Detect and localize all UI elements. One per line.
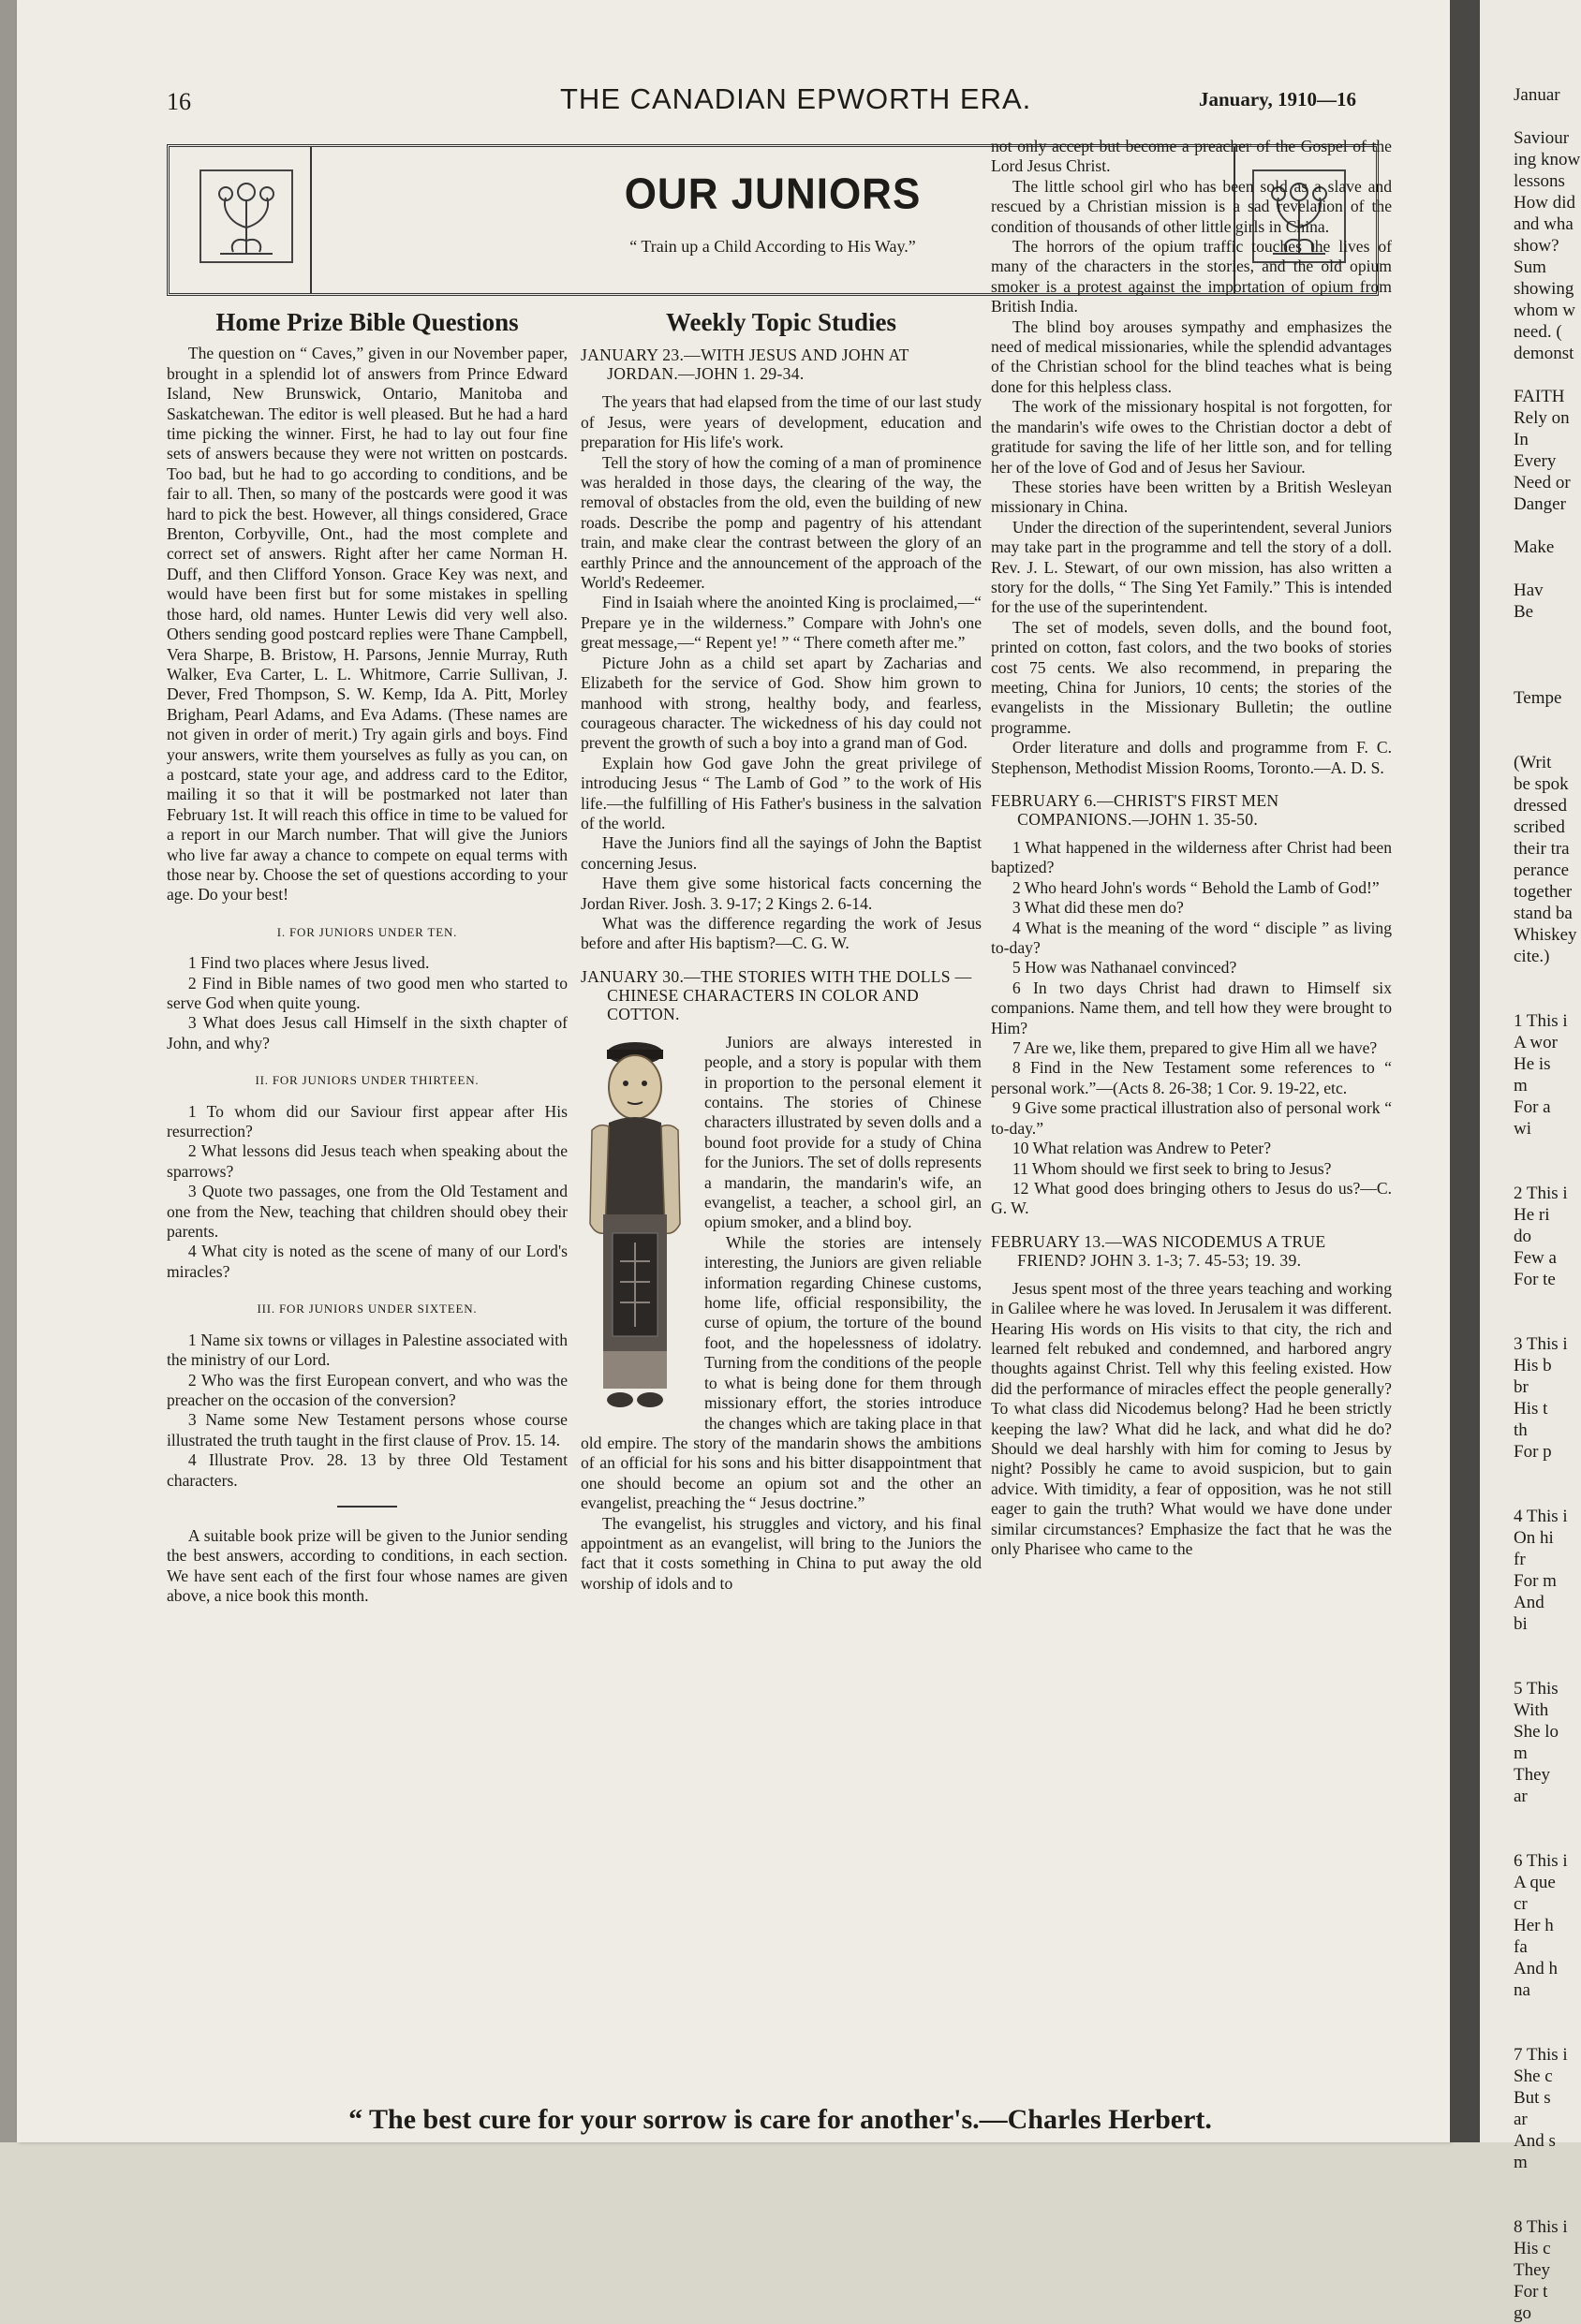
- adjacent-page-line: [1480, 106, 1581, 127]
- adjacent-page-line: She c: [1514, 2067, 1553, 2086]
- adjacent-page-fragment: [1480, 0, 1581, 2323]
- adjacent-page-line: th: [1514, 1420, 1528, 1440]
- article-paragraph: Have them give some historical facts concerning the Jordan River. Josh. 3. 9-17; 2 Kings 2. 6-14.: [581, 874, 982, 913]
- adjacent-page-line: [1480, 2001, 1581, 2022]
- question-item: 12 What good does bringing others to Jesus do us?—C. G. W.: [991, 1178, 1392, 1218]
- question-item: 2 Who was the first European convert, and who was the preacher on the occasion of the conversion?: [167, 1370, 568, 1409]
- question-item: 1 To whom did our Saviour first appear after His resurrection?: [167, 1101, 568, 1141]
- adjacent-page-line: A que: [1514, 1873, 1556, 1892]
- question-item: 1 What happened in the wilderness after Christ had been baptized?: [991, 838, 1392, 877]
- article-paragraph: The evangelist, his struggles and victory, and his final appointment as an evangelist, will bring to the Juniors the fact that it costs something in China to put away the old worship of idols and to: [581, 1513, 982, 1593]
- adjacent-page-line: Her h: [1514, 1916, 1554, 1935]
- article-paragraph: The years that had elapsed from the time of our last study of Jesus, were years of development, education and preparation for His life's work.: [581, 392, 982, 452]
- adjacent-page-line: m: [1514, 1743, 1528, 1763]
- article-heading: Home Prize Bible Questions: [215, 308, 519, 336]
- article-paragraph: The horrors of the opium traffic touches the lives of many of the characters in the stories, and the old opium smoker is a protest against the importation of opium from British India.: [991, 237, 1392, 316]
- question-item: 2 Who heard John's words “ Behold the Lamb of God!”: [1012, 877, 1380, 897]
- adjacent-page-line: 8 This i: [1514, 2217, 1568, 2237]
- article-paragraph: Have the Juniors find all the sayings of John the Baptist concerning Jesus.: [581, 833, 982, 873]
- adjacent-page-line: For te: [1514, 1270, 1556, 1289]
- question-item: 8 Find in the New Testament some references to “ personal work.”—(Acts 8. 26-38; 1 Cor. 9. 19-22, etc.: [991, 1058, 1392, 1097]
- adjacent-page-line: perance: [1514, 860, 1570, 880]
- topic-title: FEBRUARY 6.—CHRIST'S FIRST MEN COMPANIONS.—JOHN 1. 35-50.: [991, 791, 1279, 829]
- topic-title: JANUARY 23.—WITH JESUS AND JOHN AT JORDAN.—JOHN 1. 29-34.: [581, 346, 909, 384]
- adjacent-page-line: m: [1514, 2153, 1528, 2172]
- adjacent-page-line: In: [1514, 430, 1529, 449]
- question-item: 5 How was Nathanael convinced?: [1012, 958, 1237, 978]
- question-section-title: I. FOR JUNIORS UNDER TEN.: [276, 924, 458, 939]
- question-item: 4 Illustrate Prov. 28. 13 by three Old Testament characters.: [167, 1450, 568, 1490]
- adjacent-page-line: He is: [1514, 1054, 1551, 1074]
- adjacent-page-line: [1480, 1463, 1581, 1484]
- chinese-doll-illustration: [581, 1037, 691, 1415]
- adjacent-page-line: [1480, 515, 1581, 537]
- adjacent-page-line: For t: [1514, 2282, 1548, 2302]
- adjacent-page-line: On hi: [1514, 1528, 1554, 1548]
- banner-divider: [310, 147, 312, 293]
- adjacent-page-line: go: [1514, 2303, 1531, 2323]
- question-item: 6 In two days Christ had drawn to Himself six companions. Name them, and tell how they were brought to Him?: [991, 978, 1392, 1037]
- article-paragraph: What was the difference regarding the work of Jesus before and after His baptism?—C. G. W.: [581, 913, 982, 953]
- adjacent-page-line: need. (: [1514, 322, 1562, 342]
- adjacent-page-line: (Writ: [1514, 753, 1552, 772]
- journal-title: THE CANADIAN EPWORTH ERA.: [560, 82, 1032, 115]
- adjacent-page-line: [1480, 709, 1581, 730]
- adjacent-page-line: He ri: [1514, 1205, 1550, 1225]
- question-item: 1 Name six towns or villages in Palestine associated with the ministry of our Lord.: [167, 1330, 568, 1370]
- article-paragraph: While the stories are intensely interesting, the Juniors are given reliable information regarding Chinese customs, home life, official responsibility, the curse of opium, the torture of the bound foot, and the hopelessness of idolatry. Turning from the conditions of the people to what is being done for them through missionary effort, the stories introduce the changes which are taking place in that old empire. The story of the mandarin shows the ambitions of an official for his sons and his bitter disappointment that one should become an opium sot and the other an evangelist, preaching the “ Jesus doctrine.”: [581, 1232, 982, 1513]
- adjacent-page-line: ing know: [1514, 150, 1581, 169]
- article-paragraph: Find in Isaiah where the anointed King is proclaimed,—“ Prepare ye in the wilderness.” Compare with John's one great message,—“ Repent ye! ” “ There cometh after me.”: [581, 593, 982, 653]
- adjacent-page-line: She lo: [1514, 1722, 1559, 1742]
- adjacent-page-line: A wor: [1514, 1033, 1558, 1052]
- adjacent-page-line: [1480, 623, 1581, 644]
- adjacent-page-line: [1480, 1807, 1581, 1829]
- adjacent-page-line: lessons: [1514, 171, 1565, 191]
- page-edge-shadow: [0, 0, 17, 2142]
- question-item: 2 What lessons did Jesus teach when speaking about the sparrows?: [167, 1141, 568, 1181]
- article-paragraph: not only accept but become a preacher of the Gospel of the Lord Jesus Christ.: [991, 137, 1392, 176]
- adjacent-page-line: cr: [1514, 1894, 1528, 1914]
- adjacent-page-line: [1480, 2022, 1581, 2044]
- article-heading: Weekly Topic Studies: [665, 308, 897, 336]
- question-item: 3 Quote two passages, one from the Old Testament and one from the New, teaching that children should obey their parents.: [167, 1182, 568, 1242]
- adjacent-page-line: Whiskey: [1514, 925, 1577, 945]
- adjacent-page-line: [1480, 558, 1581, 580]
- adjacent-page-line: [1480, 1635, 1581, 1656]
- adjacent-page-line: His t: [1514, 1399, 1548, 1419]
- article-paragraph: Under the direction of the superintendent, several Juniors may take part in the programme and tell the story of a doll. Rev. J. L. Stewart, of our own mission, has also written a story for the dolls, “ The Sing Yet Family.” This is intended for the use of the superintendent.: [991, 517, 1392, 617]
- adjacent-page-line: show?: [1514, 236, 1559, 256]
- topic-title: FEBRUARY 13.—WAS NICODEMUS A TRUE FRIEND? JOHN 3. 1-3; 7. 45-53; 19. 39.: [991, 1231, 1326, 1270]
- adjacent-page-line: 4 This i: [1514, 1507, 1568, 1526]
- adjacent-page-line: their tra: [1514, 839, 1570, 859]
- article-paragraph: The set of models, seven dolls, and the bound foot, printed on cotton, fast colors, and the two books of stories cost 75 cents. We also recommend, in preparing the meeting, China for Juniors, 10 cents; the stories of the evangelists in the Missionary Bulletin; the outline programme.: [991, 617, 1392, 737]
- adjacent-page-line: 5 This: [1514, 1679, 1559, 1699]
- adjacent-page-line: scribed: [1514, 817, 1565, 837]
- adjacent-page-line: do: [1514, 1227, 1531, 1246]
- adjacent-page-line: His b: [1514, 1356, 1552, 1375]
- book-gutter: [1450, 0, 1480, 2142]
- adjacent-page-line: [1480, 989, 1581, 1010]
- topic-title: JANUARY 30.—THE STORIES WITH THE DOLLS — CHINESE CHARACTERS IN COLOR AND COTTON.: [581, 966, 972, 1023]
- adjacent-page-line: together: [1514, 882, 1573, 902]
- article-paragraph: The little school girl who has been sold as a slave and rescued by a Christian mission is a sad revelation of the condition of thousands of other little girls in China.: [991, 176, 1392, 236]
- adjacent-page-line: [1480, 1484, 1581, 1506]
- adjacent-page-line: And s: [1514, 2131, 1556, 2151]
- issue-date: January, 1910—16: [1199, 88, 1357, 110]
- adjacent-page-line: Be: [1514, 602, 1534, 622]
- divider-rule: [337, 1506, 397, 1508]
- adjacent-page-line: [1480, 730, 1581, 752]
- adjacent-page-line: bi: [1514, 1614, 1528, 1634]
- question-item: 1 Find two places where Jesus lived.: [187, 953, 430, 973]
- adjacent-page-line: Few a: [1514, 1248, 1557, 1268]
- adjacent-page-line: ar: [1514, 2110, 1528, 2129]
- question-item: 9 Give some practical illustration also of personal work “ to-day.”: [991, 1098, 1392, 1138]
- question-item: 11 Whom should we first seek to bring to Jesus?: [1012, 1158, 1332, 1178]
- article-paragraph: A suitable book prize will be given to the Junior sending the best answers, according to conditions, in each section. We have sent each of the first four whose names are given above, a nice book this month.: [167, 1525, 568, 1606]
- adjacent-page-line: 3 This i: [1514, 1334, 1568, 1354]
- adjacent-page-line: [1480, 2173, 1581, 2195]
- section-title: OUR JUNIORS: [624, 169, 922, 219]
- section-motto: “ Train up a Child According to His Way.”: [629, 237, 916, 256]
- adjacent-page-line: dressed: [1514, 796, 1567, 816]
- column-bible-questions: [167, 309, 568, 1607]
- adjacent-page-line: [1480, 364, 1581, 386]
- adjacent-page-line: demonst: [1514, 344, 1574, 363]
- page-header: [17, 82, 1450, 120]
- adjacent-page-line: [1480, 1312, 1581, 1333]
- adjacent-page-line: [1480, 2195, 1581, 2216]
- article-paragraph: The blind boy arouses sympathy and emphasizes the need of medical missionaries, while the splendid advantages of the Christian school for the blind teaches what is being done for this helpless class.: [991, 316, 1392, 396]
- adjacent-page-line: They: [1514, 1765, 1551, 1785]
- adjacent-page-line: Every: [1514, 451, 1557, 471]
- adjacent-page-line: stand ba: [1514, 904, 1573, 923]
- article-paragraph: These stories have been written by a British Wesleyan missionary in China.: [991, 477, 1392, 517]
- adjacent-page-line: Danger: [1514, 494, 1566, 514]
- adjacent-page-line: His c: [1514, 2239, 1551, 2258]
- adjacent-page-line: wi: [1514, 1119, 1531, 1139]
- adjacent-page-line: fa: [1514, 1937, 1528, 1957]
- adjacent-page-line: [1480, 1656, 1581, 1678]
- adjacent-page-line: Tempe: [1514, 688, 1562, 708]
- article-paragraph: The question on “ Caves,” given in our November paper, brought in a splendid lot of answers from Prince Edward Island, New Brunswick, Ontario, Manitoba and Saskatchewan. The editor is well pleased. But he had a hard time picking the winner. First, he had to lay out four fine sets of answers because they were not written on postcards. Too bad, but he had to go according to conditions, and be fair to all. Then, so many of the postcards were good it was hard to pick the best. However, all things considered, Grace Brenton, Corbyville, Ont., had the most complete and correct set of answers. Right after her came Norman H. Duff, and then Clifford Yonson. Grace Key was next, and would have been first but for some mistakes in spelling those hard, old names. Hunter Lewis did very well also. Others sending good postcard replies were Thane Campbell, Vera Sharpe, B. Bristow, H. Parsons, Jennie Murray, Ruth Walker, Eva Carter, L. L. Whitmore, Carrie Sullivan, J. Dever, Fred Thompson, S. W. Kemp, Ida A. Pitt, Morley Brigham, Pearl Adams, and Eva Adams. (These names are not given in order of merit.) Try again girls and boys. Find your answers, write them yourselves as fully as you can, on a postcard, state your age, and address card to the Editor, mailing it so that it will be postmarked not later than February 1st. It will reach this office in time to be valued for a report in our March number. That will give the Juniors who live far away a chance to compete on equal terms with those near by. Choose the set of questions according to your age. Do your best!: [167, 344, 568, 905]
- adjacent-page-line: Saviour: [1514, 128, 1570, 148]
- adjacent-page-line: How did: [1514, 193, 1575, 213]
- adjacent-page-line: [1480, 666, 1581, 687]
- adjacent-page-line: be spok: [1514, 774, 1569, 794]
- question-item: 3 What does Jesus call Himself in the sixth chapter of John, and why?: [167, 1013, 568, 1052]
- adjacent-page-line: Januar: [1514, 85, 1560, 105]
- adjacent-page-line: They: [1514, 2260, 1551, 2280]
- adjacent-page-line: showing: [1514, 279, 1574, 299]
- adjacent-page-line: Need or: [1514, 473, 1571, 493]
- adjacent-page-line: ar: [1514, 1787, 1528, 1806]
- adjacent-page-line: 2 This i: [1514, 1184, 1568, 1203]
- adjacent-page-line: For p: [1514, 1442, 1552, 1462]
- page-number: 16: [167, 88, 191, 115]
- adjacent-page-line: and wha: [1514, 214, 1574, 234]
- adjacent-page-line: And h: [1514, 1959, 1558, 1978]
- adjacent-page-line: Sum: [1514, 257, 1546, 277]
- adjacent-page-line: whom w: [1514, 301, 1575, 320]
- question-item: 10 What relation was Andrew to Peter?: [1012, 1139, 1272, 1158]
- article-paragraph: Explain how God gave John the great privilege of introducing Jesus “ The Lamb of God ” to the work of His life.—the fulfilling of His Father's business in the salvation of the world.: [581, 753, 982, 832]
- adjacent-page-line: 7 This i: [1514, 2045, 1568, 2065]
- adjacent-page-line: Make: [1514, 537, 1555, 557]
- adjacent-page-line: FAITH: [1514, 387, 1565, 406]
- question-item: 7 Are we, like them, prepared to give Him all we have?: [1012, 1038, 1378, 1058]
- article-paragraph: Picture John as a child set apart by Zacharias and Elizabeth for the service of God. Show him grown to manhood with strong, healthy body, and fearless, courageous character. The wickedness of his day could not prevent the growth of such a boy into a grand man of God.: [581, 653, 982, 753]
- adjacent-page-line: But s: [1514, 2088, 1551, 2108]
- article-paragraph: Juniors are always interested in people, and a story is popular with them in proportion to the personal element it contains. The stories of Chinese characters illustrated by seven dolls and a bound foot provide for a study of China for the Juniors. The set of dolls represents a mandarin, the mandarin's wife, an evangelist, a teacher, a school girl, an opium smoker, and a blind boy.: [704, 1032, 982, 1232]
- adjacent-page-line: With: [1514, 1700, 1549, 1720]
- adjacent-page-line: Hav: [1514, 581, 1544, 600]
- question-item: 4 What city is noted as the scene of many of our Lord's miracles?: [167, 1242, 568, 1281]
- article-paragraph: The work of the missionary hospital is not forgotten, for the mandarin's wife owes to the Christian doctor a debt of gratitude for saving the life of her little son, and for telling her of the love of God and of Jesus her Saviour.: [991, 397, 1392, 477]
- adjacent-page-line: [1480, 644, 1581, 666]
- newspaper-page: [17, 0, 1450, 2142]
- adjacent-page-line: br: [1514, 1377, 1529, 1397]
- question-item: 3 Name some New Testament persons whose course illustrated the truth taught in the first clause of Prov. 15. 14.: [167, 1410, 568, 1449]
- adjacent-page-line: fr: [1514, 1550, 1526, 1569]
- adjacent-page-line: [1480, 1290, 1581, 1312]
- column-weekly-topics: [581, 309, 982, 1594]
- article-paragraph: Order literature and dolls and programme from F. C. Stephenson, Methodist Mission Rooms, Toronto.—A. D. S.: [991, 738, 1392, 777]
- adjacent-page-line: 1 This i: [1514, 1011, 1568, 1031]
- question-section-title: II. FOR JUNIORS UNDER THIRTEEN.: [255, 1073, 480, 1088]
- adjacent-page-line: For a: [1514, 1097, 1551, 1117]
- article-paragraph: Jesus spent most of the three years teaching and working in Galilee where he was loved. In Jerusalem it was different. Hearing His words on His visits to that city, the rich and learned felt rebuked and condemned, and harbored angry thoughts against Christ. Tell why this feeling existed. How did the performance of miracles effect the people generally? To what class did Nicodemus belong? Had he been strictly keeping the law? What did he lack, and what did he do? Should we deal harshly with him for coming to Jesus by night? Possibly he came to avoid suspicion, but to gain advice. With timidity, a fear of opposition, was he not still eager to gain the truth? What would we have done under similar circumstances? Emphasize the fact that he was the only Pharisee who came to the: [991, 1278, 1392, 1558]
- adjacent-page-text: [1480, 0, 1581, 2324]
- adjacent-page-line: [1480, 1829, 1581, 1850]
- question-item: 3 What did these men do?: [1012, 898, 1184, 918]
- column-topics-continued: [991, 137, 1392, 1559]
- adjacent-page-line: cite.): [1514, 947, 1550, 966]
- adjacent-page-line: 6 This i: [1514, 1851, 1568, 1871]
- adjacent-page-line: For m: [1514, 1571, 1557, 1591]
- adjacent-page-line: [1480, 967, 1581, 989]
- question-item: 4 What is the meaning of the word “ disciple ” as living to-day?: [991, 918, 1392, 958]
- adjacent-page-line: [1480, 1161, 1581, 1183]
- adjacent-page-line: Rely on: [1514, 408, 1570, 428]
- article-paragraph: Tell the story of how the coming of a man of prominence was heralded in those days, the clearing of the way, the removal of obstacles from the old, even the building of new roads. Describe the pomp and pagentry of his attendant train, and make clear the contrast between the glory of an earthly Prince and the announcement of the approach of the World's Redeemer.: [581, 452, 982, 593]
- adjacent-page-line: na: [1514, 1980, 1530, 2000]
- adjacent-page-line: m: [1514, 1076, 1528, 1096]
- question-item: 2 Find in Bible names of two good men who started to serve God when quite young.: [167, 973, 568, 1012]
- footer-quote: “ The best cure for your sorrow is care for another's.—Charles Herbert.: [348, 2104, 1212, 2135]
- adjacent-page-line: And: [1514, 1593, 1544, 1612]
- adjacent-page-line: [1480, 1140, 1581, 1161]
- question-section-title: III. FOR JUNIORS UNDER SIXTEEN.: [257, 1302, 478, 1316]
